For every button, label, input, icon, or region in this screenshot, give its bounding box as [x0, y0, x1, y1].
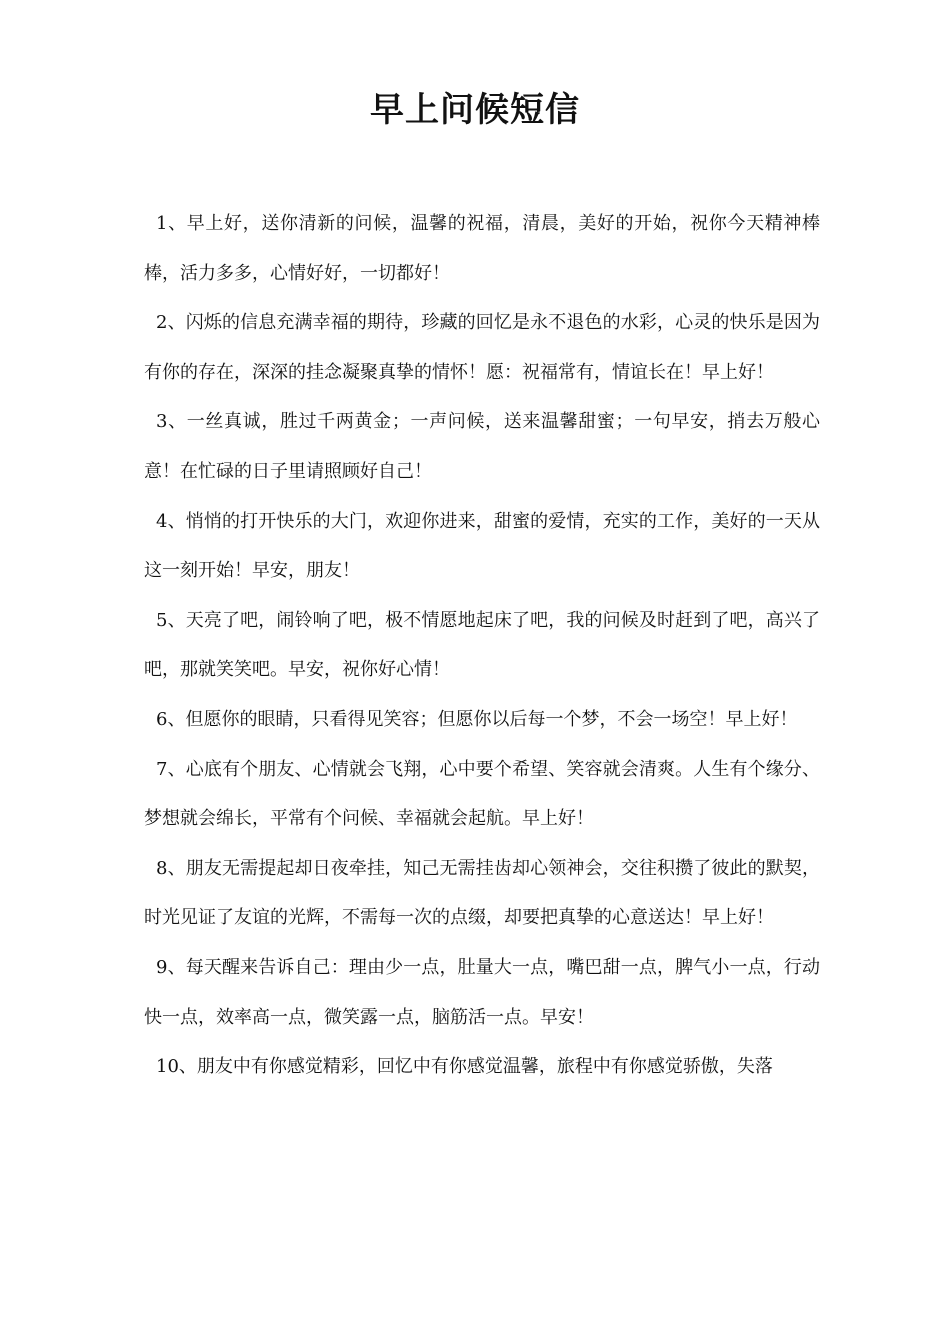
paragraph-4: 4、悄悄的打开快乐的大门，欢迎你进来，甜蜜的爱情，充实的工作，美好的一天从这一刻开始！早安，朋友！	[144, 510, 820, 582]
paragraph-7: 7、心底有个朋友、心情就会飞翔，心中要个希望、笑容就会清爽。人生有个缘分、梦想就会绵长，平常有个问候、幸福就会起航。早上好！	[144, 758, 820, 830]
paragraph-8: 8、朋友无需提起却日夜牵挂，知己无需挂齿却心领神会，交往积攒了彼此的默契，时光见证了友谊的光辉，不需每一次的点缀，却要把真挚的心意送达！早上好！	[144, 857, 820, 929]
paragraph-10: 10、朋友中有你感觉精彩，回忆中有你感觉温馨，旅程中有你感觉骄傲，失落	[156, 1056, 773, 1078]
paragraph-2: 2、闪烁的信息充满幸福的期待，珍藏的回忆是永不退色的水彩，心灵的快乐是因为有你的存在，深深的挂念凝聚真挚的情怀！愿：祝福常有，情谊长在！早上好！	[144, 312, 820, 383]
paragraph-5: 5、天亮了吧，闹铃响了吧，极不情愿地起床了吧，我的问候及时赶到了吧，高兴了吧，那就笑笑吧。早安，祝你好心情！	[144, 609, 820, 681]
page-title: 早上问候短信	[370, 90, 580, 130]
paragraph-3: 3、一丝真诚，胜过千两黄金；一声问候，送来温馨甜蜜；一句早安，捎去万般心意！在忙碌的日子里请照顾好自己！	[144, 411, 820, 482]
paragraph-6: 6、但愿你的眼睛，只看得见笑容；但愿你以后每一个梦，不会一场空！早上好！	[156, 708, 798, 730]
paragraph-1: 1、早上好，送你清新的问候，温馨的祝福，清晨，美好的开始，祝你今天精神棒棒，活力多多，心情好好，一切都好！	[144, 213, 820, 284]
paragraph-9: 9、每天醒来告诉自己：理由少一点，肚量大一点，嘴巴甜一点，脾气小一点，行动快一点，效率高一点，微笑露一点，脑筋活一点。早安！	[144, 956, 820, 1028]
document-body	[144, 199, 820, 1092]
